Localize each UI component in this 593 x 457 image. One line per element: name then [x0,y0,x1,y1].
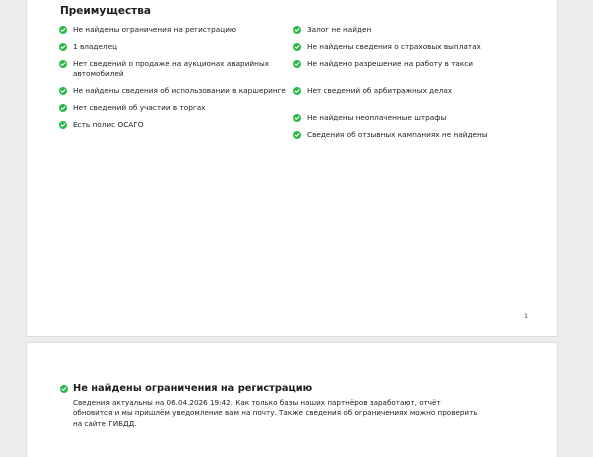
advantage-label: Есть полис ОСАГО [73,120,144,129]
advantage-label: Нет сведений об арбитражных делах [307,86,453,95]
notice-text: Сведения актуальны на 06.04.2026 19:42. Как только базы наших партнёров заработают, отчёт обновится и мы пришлём уведомление вам на почту. Также сведения об ограничениях можно проверить на сайте ГИБДД. [73,398,478,428]
advantage-item [59,103,291,113]
advantage-item [59,120,291,130]
check-circle-icon [59,104,67,112]
advantage-item [293,113,555,123]
advantage-label: Не найдены неоплаченные штрафы [307,113,447,122]
advantage-label: Не найдено разрешение на работу в такси [307,59,473,68]
check-circle-icon [293,43,301,51]
check-circle-icon [59,87,67,95]
advantage-item [293,86,555,96]
page-number: 1 [523,312,528,320]
advantage-item [293,59,555,69]
advantage-item [59,25,291,35]
advantage-item [59,59,291,79]
notice-title [60,383,527,395]
advantage-item [293,42,555,52]
check-circle-icon [59,26,67,34]
advantage-label: Не найдены сведения об использовании в каршеринге [73,86,286,95]
check-circle-icon [293,26,301,34]
check-circle-icon [60,385,68,393]
check-circle-icon [59,60,67,68]
advantage-label: 1 владелец [73,42,118,51]
advantage-label: Нет сведений о продаже на аукционах аварийных автомобилей [73,59,270,78]
advantages-right-column [293,25,555,140]
check-circle-icon [293,60,301,68]
check-circle-icon [293,114,301,122]
registration-notice [60,383,527,429]
advantage-item [293,130,555,140]
advantage-label: Не найдены сведения о страховых выплатах [307,42,481,51]
check-circle-icon [293,131,301,139]
advantage-item [293,25,555,35]
report-page-2 [26,342,558,457]
advantage-label: Не найдены ограничения на регистрацию [73,25,237,34]
check-circle-icon [59,43,67,51]
notice-title-text: Не найдены ограничения на регистрацию [73,383,313,394]
advantage-item [59,86,291,96]
advantage-label: Нет сведений об участии в торгах [73,103,206,112]
advantages-left-column [59,25,291,130]
advantage-label: Сведения об отзывных кампаниях не найдены [307,130,488,139]
report-page-1 [26,0,558,337]
advantage-label: Залог не найден [307,25,372,34]
advantage-item [59,42,291,52]
check-circle-icon [59,121,67,129]
check-circle-icon [293,87,301,95]
section-title: Преимущества [60,5,151,17]
